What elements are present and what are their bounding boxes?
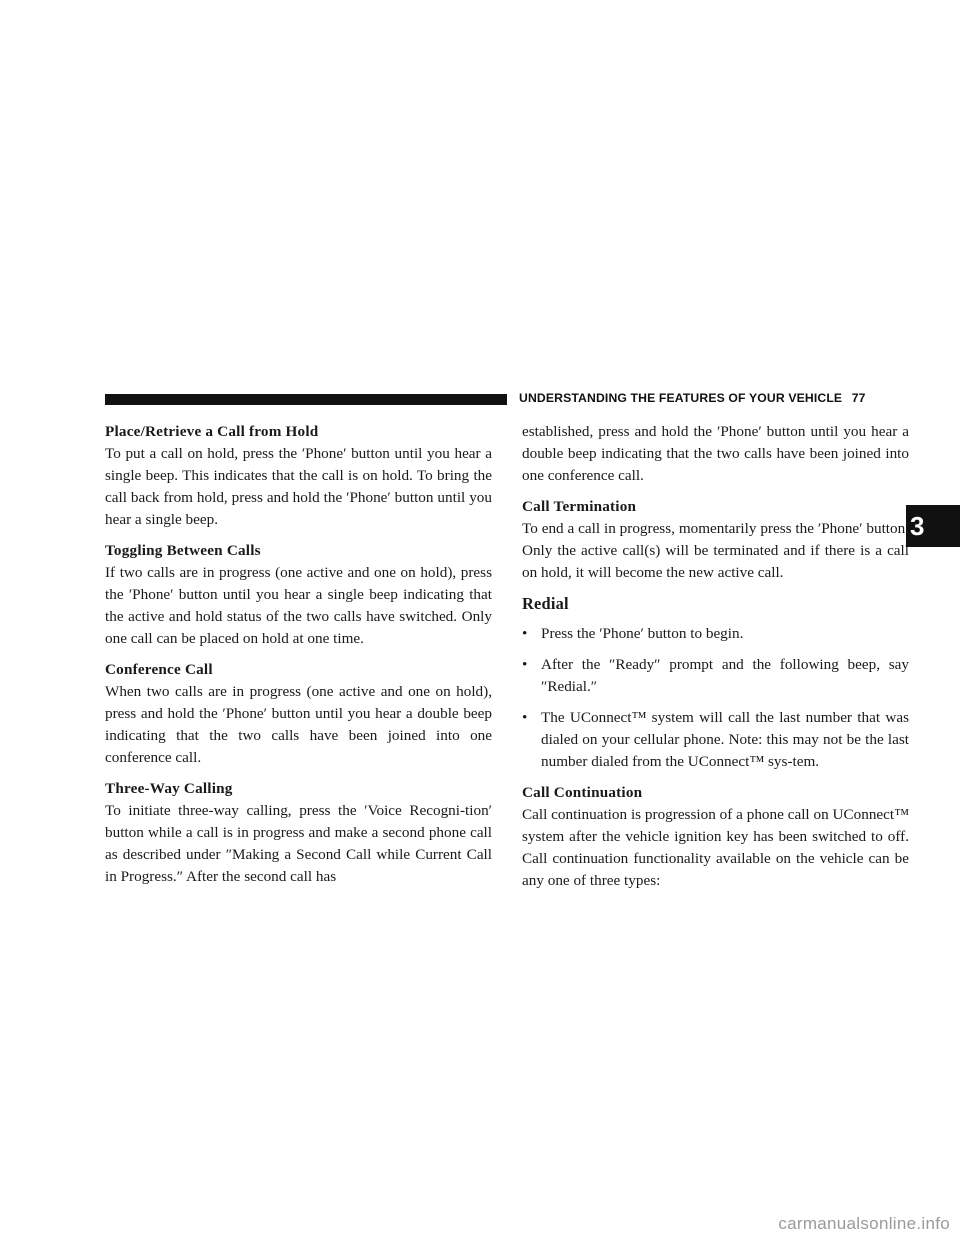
chapter-tab: 3	[906, 505, 960, 547]
section-heading-place-retrieve-hold: Place/Retrieve a Call from Hold	[105, 423, 319, 440]
redial-steps-list	[522, 623, 909, 773]
bullet-icon: •	[522, 656, 528, 673]
running-header-title: UNDERSTANDING THE FEATURES OF YOUR VEHICLE	[519, 391, 843, 405]
right-column	[522, 421, 909, 901]
list-item-text: After the ″Ready″ prompt and the following beep, say ″Redial.″	[541, 656, 909, 695]
running-header	[519, 391, 866, 405]
section-heading-toggling-calls: Toggling Between Calls	[105, 542, 261, 559]
list-item-text: Press the ′Phone′ button to begin.	[541, 625, 744, 642]
left-column	[105, 421, 492, 897]
list-item	[522, 707, 909, 773]
section-heading-call-termination: Call Termination	[522, 498, 637, 515]
section-body-place-retrieve-hold: To put a call on hold, press the ′Phone′ button until you hear a single beep. This indicates that the call is on hold. To bring the call back from hold, press and hold the ′Phone′ button until you hear a single beep.	[105, 445, 492, 528]
section-body-call-continuation: Call continuation is progression of a phone call on UConnect™ system after the vehicle ignition key has been switched to off. Call continuation functionality available on the vehicle can be any one of three types:	[522, 806, 909, 889]
page-number: 77	[851, 391, 866, 405]
section-heading-call-continuation: Call Continuation	[522, 784, 643, 801]
list-item	[522, 623, 909, 645]
watermark-text: carmanualsonline.info	[778, 1214, 950, 1233]
section-body-three-way-calling: To initiate three-way calling, press the ′Voice Recogni-tion′ button while a call is in progress and make a second phone call as described under ″Making a Second Call while Current Call in Progress.″ After the second call has	[105, 802, 492, 885]
section-heading-conference-call: Conference Call	[105, 661, 213, 678]
list-item-text: The UConnect™ system will call the last number that was dialed on your cellular phone. Note: this may not be the last number dialed from the UConnect™ sys-tem.	[541, 709, 909, 770]
bullet-icon: •	[522, 625, 528, 642]
section-heading-three-way-calling: Three-Way Calling	[105, 780, 233, 797]
section-body-toggling-calls: If two calls are in progress (one active and one on hold), press the ′Phone′ button until you hear a single beep indicating that the active and hold status of the two calls have switched. Only one call can be placed on hold at one time.	[105, 564, 492, 647]
section-body-conference-call: When two calls are in progress (one active and one on hold), press and hold the ′Phone′ button until you hear a double beep indicating that the two calls have been joined into one conference call.	[105, 683, 492, 766]
list-item	[522, 654, 909, 698]
header-rule	[105, 394, 507, 405]
section-body-call-termination: To end a call in progress, momentarily press the ′Phone′ button. Only the active call(s) will be terminated and if there is a call on hold, it will become the new active call.	[522, 520, 909, 581]
section-heading-redial: Redial	[522, 594, 569, 613]
continued-body-three-way-calling: established, press and hold the ′Phone′ button until you hear a double beep indicating that the two calls have been joined into one conference call.	[522, 423, 909, 484]
bullet-icon: •	[522, 709, 528, 726]
